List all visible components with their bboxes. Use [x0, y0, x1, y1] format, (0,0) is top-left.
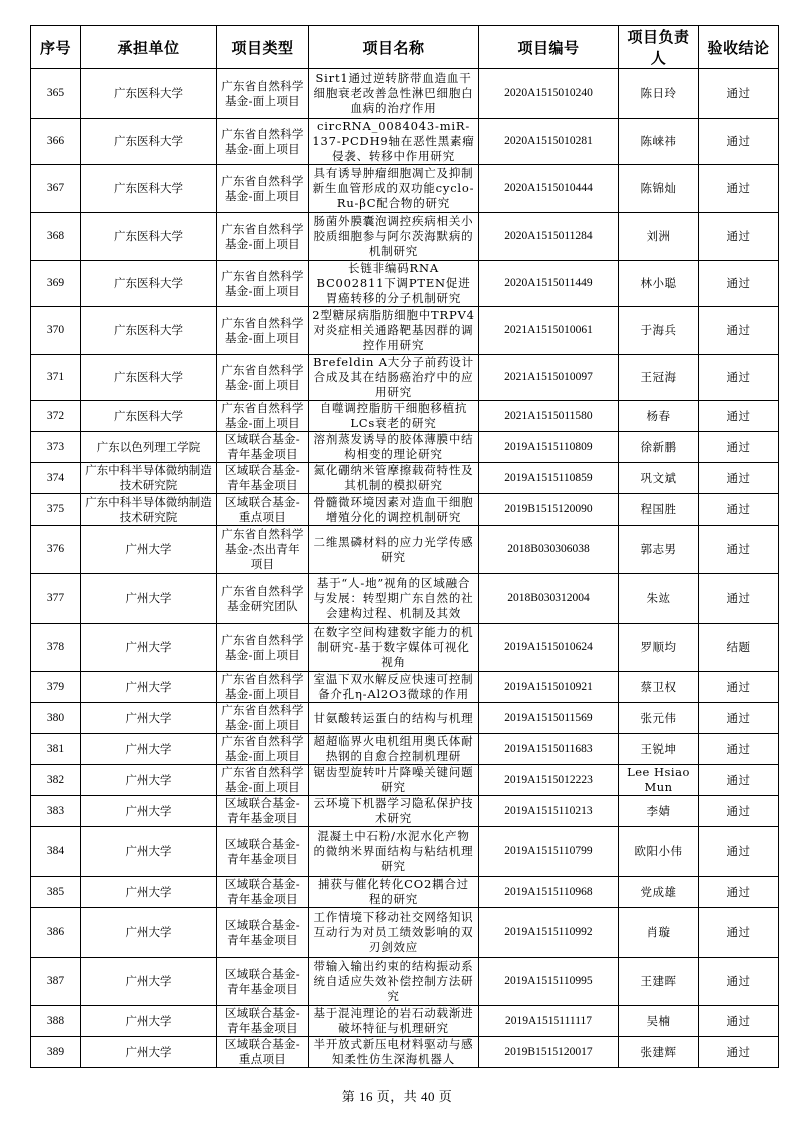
cell-type: 区域联合基金-重点项目 [217, 494, 309, 526]
header-type: 项目类型 [217, 26, 309, 69]
cell-unit: 广东医科大学 [81, 307, 217, 355]
cell-lead: 王冠海 [619, 355, 699, 401]
table-row [31, 734, 779, 765]
cell-unit: 广东中科半导体微纳制造技术研究院 [81, 494, 217, 526]
cell-code: 2019A1515110995 [479, 958, 619, 1006]
cell-result: 通过 [699, 401, 779, 432]
cell-lead: 巩文斌 [619, 463, 699, 494]
cell-name: 锯齿型旋转叶片降噪关键问题研究 [309, 765, 479, 796]
cell-code: 2021A1515010061 [479, 307, 619, 355]
cell-seq: 388 [31, 1006, 81, 1037]
cell-type: 区域联合基金-青年基金项目 [217, 908, 309, 958]
cell-result: 通过 [699, 734, 779, 765]
cell-lead: 党成雄 [619, 877, 699, 908]
table-row [31, 307, 779, 355]
cell-type: 广东省自然科学基金-面上项目 [217, 355, 309, 401]
page-footer: 第 16 页，共 40 页 [341, 1089, 453, 1104]
cell-seq: 381 [31, 734, 81, 765]
cell-type: 区域联合基金-青年基金项目 [217, 958, 309, 1006]
cell-type: 区域联合基金-青年基金项目 [217, 796, 309, 827]
cell-seq: 382 [31, 765, 81, 796]
table-row [31, 796, 779, 827]
cell-code: 2019A1515110968 [479, 877, 619, 908]
table-row [31, 119, 779, 165]
table-row [31, 165, 779, 213]
cell-seq: 365 [31, 69, 81, 119]
cell-code: 2020A1515010281 [479, 119, 619, 165]
cell-code: 2019A1515011683 [479, 734, 619, 765]
cell-result: 通过 [699, 765, 779, 796]
cell-seq: 386 [31, 908, 81, 958]
cell-type: 区域联合基金-青年基金项目 [217, 1006, 309, 1037]
cell-lead: 陈崃祎 [619, 119, 699, 165]
cell-unit: 广州大学 [81, 827, 217, 877]
cell-type: 区域联合基金-青年基金项目 [217, 463, 309, 494]
cell-code: 2021A1515010097 [479, 355, 619, 401]
cell-result: 通过 [699, 796, 779, 827]
cell-result: 通过 [699, 355, 779, 401]
cell-lead: 肖璇 [619, 908, 699, 958]
cell-seq: 384 [31, 827, 81, 877]
cell-type: 广东省自然科学基金-面上项目 [217, 703, 309, 734]
cell-unit: 广东医科大学 [81, 355, 217, 401]
cell-seq: 379 [31, 672, 81, 703]
project-table [30, 25, 779, 1068]
cell-lead: 杨春 [619, 401, 699, 432]
cell-name: 室温下双水解反应快速可控制备介孔η-Al2O3微球的作用 [309, 672, 479, 703]
cell-code: 2019A1515110809 [479, 432, 619, 463]
cell-unit: 广东医科大学 [81, 69, 217, 119]
cell-result: 通过 [699, 432, 779, 463]
cell-seq: 369 [31, 261, 81, 307]
cell-unit: 广东医科大学 [81, 213, 217, 261]
cell-code: 2019B1515120090 [479, 494, 619, 526]
table-row [31, 574, 779, 624]
cell-lead: 程国胜 [619, 494, 699, 526]
cell-name: 骨髓微环境因素对造血干细胞增殖分化的调控机制研究 [309, 494, 479, 526]
cell-seq: 389 [31, 1037, 81, 1068]
cell-type: 区域联合基金-青年基金项目 [217, 877, 309, 908]
cell-code: 2019A1515010921 [479, 672, 619, 703]
cell-code: 2019A1515011569 [479, 703, 619, 734]
table-row [31, 494, 779, 526]
cell-name: Brefeldin A大分子前药设计合成及其在结肠癌治疗中的应用研究 [309, 355, 479, 401]
cell-lead: 张元伟 [619, 703, 699, 734]
cell-seq: 374 [31, 463, 81, 494]
cell-seq: 378 [31, 624, 81, 672]
table-row [31, 1037, 779, 1068]
cell-result: 通过 [699, 307, 779, 355]
cell-result: 通过 [699, 526, 779, 574]
cell-lead: 林小聪 [619, 261, 699, 307]
cell-unit: 广州大学 [81, 765, 217, 796]
cell-unit: 广东医科大学 [81, 119, 217, 165]
cell-name: 云环境下机器学习隐私保护技术研究 [309, 796, 479, 827]
header-code: 项目编号 [479, 26, 619, 69]
cell-name: 自噬调控脂肪干细胞移植抗LCs衰老的研究 [309, 401, 479, 432]
cell-unit: 广州大学 [81, 574, 217, 624]
cell-type: 广东省自然科学基金-面上项目 [217, 261, 309, 307]
cell-lead: 李婧 [619, 796, 699, 827]
table-row [31, 877, 779, 908]
cell-lead: 于海兵 [619, 307, 699, 355]
cell-seq: 370 [31, 307, 81, 355]
cell-result: 通过 [699, 119, 779, 165]
cell-seq: 372 [31, 401, 81, 432]
cell-name: 半开放式新压电材料驱动与感知柔性仿生深海机器人 [309, 1037, 479, 1068]
cell-lead: 徐新鹏 [619, 432, 699, 463]
cell-result: 通过 [699, 213, 779, 261]
cell-name: Sirt1通过逆转脐带血造血干细胞衰老改善急性淋巴细胞白血病的治疗作用 [309, 69, 479, 119]
cell-type: 广东省自然科学基金-面上项目 [217, 213, 309, 261]
cell-lead: 王锐坤 [619, 734, 699, 765]
cell-seq: 377 [31, 574, 81, 624]
cell-result: 通过 [699, 827, 779, 877]
cell-unit: 广州大学 [81, 1037, 217, 1068]
cell-seq: 376 [31, 526, 81, 574]
cell-result: 通过 [699, 672, 779, 703]
cell-code: 2018B030306038 [479, 526, 619, 574]
header-seq: 序号 [31, 26, 81, 69]
header-name: 项目名称 [309, 26, 479, 69]
table-row [31, 261, 779, 307]
cell-lead: 陈日玲 [619, 69, 699, 119]
cell-type: 广东省自然科学基金-面上项目 [217, 401, 309, 432]
cell-result: 通过 [699, 463, 779, 494]
cell-name: 2型糖尿病脂肪细胞中TRPV4对炎症相关通路靶基因群的调控作用研究 [309, 307, 479, 355]
table-row [31, 463, 779, 494]
cell-name: 具有诱导肿瘤细胞凋亡及抑制新生血管形成的双功能cyclo-Ru-βC配合物的研究 [309, 165, 479, 213]
table-body [31, 69, 779, 1068]
cell-type: 广东省自然科学基金-面上项目 [217, 624, 309, 672]
table-row [31, 355, 779, 401]
cell-seq: 368 [31, 213, 81, 261]
cell-result: 通过 [699, 877, 779, 908]
table-row [31, 432, 779, 463]
header-result: 验收结论 [699, 26, 779, 69]
cell-result: 通过 [699, 1006, 779, 1037]
cell-lead: 蔡卫权 [619, 672, 699, 703]
cell-name: 氮化硼纳米管摩擦载荷特性及其机制的模拟研究 [309, 463, 479, 494]
cell-lead: 罗顺均 [619, 624, 699, 672]
table-row [31, 827, 779, 877]
cell-name: 肠菌外膜囊泡调控疾病相关小胶质细胞参与阿尔茨海默病的机制研究 [309, 213, 479, 261]
cell-unit: 广州大学 [81, 526, 217, 574]
table-row [31, 624, 779, 672]
header-lead: 项目负责人 [619, 26, 699, 69]
cell-name: 溶剂蒸发诱导的胶体薄膜中结构相变的理论研究 [309, 432, 479, 463]
cell-type: 广东省自然科学基金-杰出青年项目 [217, 526, 309, 574]
cell-result: 通过 [699, 958, 779, 1006]
cell-seq: 375 [31, 494, 81, 526]
cell-type: 区域联合基金-重点项目 [217, 1037, 309, 1068]
cell-type: 广东省自然科学基金-面上项目 [217, 734, 309, 765]
cell-name: circRNA_0084043-miR-137-PCDH9轴在恶性黑素瘤侵袭、转移中作用研究 [309, 119, 479, 165]
cell-result: 通过 [699, 165, 779, 213]
cell-code: 2020A1515011284 [479, 213, 619, 261]
header-unit: 承担单位 [81, 26, 217, 69]
cell-seq: 385 [31, 877, 81, 908]
table-row [31, 69, 779, 119]
cell-lead: 吴楠 [619, 1006, 699, 1037]
cell-name: 工作情境下移动社交网络知识互动行为对员工绩效影响的双刃剑效应 [309, 908, 479, 958]
cell-name: 在数字空间构建数字能力的机制研究-基于数字媒体可视化视角 [309, 624, 479, 672]
cell-seq: 366 [31, 119, 81, 165]
cell-unit: 广州大学 [81, 703, 217, 734]
cell-unit: 广东医科大学 [81, 165, 217, 213]
cell-result: 通过 [699, 494, 779, 526]
cell-unit: 广州大学 [81, 1006, 217, 1037]
table-row [31, 958, 779, 1006]
table-row [31, 703, 779, 734]
cell-code: 2019A1515110859 [479, 463, 619, 494]
cell-lead: 王建晖 [619, 958, 699, 1006]
cell-name: 超超临界火电机组用奥氏体耐热钢的自愈合控制机理研 [309, 734, 479, 765]
table-row [31, 908, 779, 958]
cell-result: 通过 [699, 69, 779, 119]
table-row [31, 213, 779, 261]
cell-result: 通过 [699, 574, 779, 624]
cell-code: 2018B030312004 [479, 574, 619, 624]
cell-code: 2019B1515120017 [479, 1037, 619, 1068]
cell-code: 2019A1515010624 [479, 624, 619, 672]
cell-seq: 367 [31, 165, 81, 213]
cell-type: 广东省自然科学基金-面上项目 [217, 307, 309, 355]
cell-code: 2020A1515010444 [479, 165, 619, 213]
cell-lead: Lee Hsiao Mun [619, 765, 699, 796]
cell-lead: 朱竑 [619, 574, 699, 624]
cell-seq: 373 [31, 432, 81, 463]
cell-seq: 371 [31, 355, 81, 401]
cell-name: 带输入输出约束的结构振动系统自适应失效补偿控制方法研究 [309, 958, 479, 1006]
cell-code: 2021A1515011580 [479, 401, 619, 432]
cell-unit: 广东医科大学 [81, 401, 217, 432]
cell-type: 广东省自然科学基金-面上项目 [217, 165, 309, 213]
cell-type: 广东省自然科学基金-面上项目 [217, 69, 309, 119]
cell-unit: 广州大学 [81, 624, 217, 672]
cell-unit: 广州大学 [81, 877, 217, 908]
cell-unit: 广州大学 [81, 672, 217, 703]
cell-name: 基于“人-地”视角的区域融合与发展：转型期广东自然的社会建构过程、机制及其效 [309, 574, 479, 624]
cell-code: 2019A1515110799 [479, 827, 619, 877]
cell-lead: 欧阳小伟 [619, 827, 699, 877]
cell-code: 2019A1515012223 [479, 765, 619, 796]
cell-type: 广东省自然科学基金-面上项目 [217, 765, 309, 796]
cell-result: 结题 [699, 624, 779, 672]
cell-code: 2019A1515110213 [479, 796, 619, 827]
cell-lead: 张建辉 [619, 1037, 699, 1068]
cell-result: 通过 [699, 703, 779, 734]
table-row [31, 526, 779, 574]
cell-code: 2020A1515010240 [479, 69, 619, 119]
table-row [31, 765, 779, 796]
cell-name: 长链非编码RNA BC002811下调PTEN促进胃癌转移的分子机制研究 [309, 261, 479, 307]
cell-unit: 广东中科半导体微纳制造技术研究院 [81, 463, 217, 494]
cell-type: 广东省自然科学基金-面上项目 [217, 119, 309, 165]
cell-type: 区域联合基金-青年基金项目 [217, 432, 309, 463]
cell-seq: 380 [31, 703, 81, 734]
cell-type: 区域联合基金-青年基金项目 [217, 827, 309, 877]
cell-unit: 广州大学 [81, 958, 217, 1006]
cell-code: 2019A1515110992 [479, 908, 619, 958]
cell-result: 通过 [699, 261, 779, 307]
cell-name: 混凝土中石粉/水泥水化产物的微纳米界面结构与粘结机理研究 [309, 827, 479, 877]
cell-seq: 387 [31, 958, 81, 1006]
cell-lead: 陈锦灿 [619, 165, 699, 213]
cell-lead: 郭志男 [619, 526, 699, 574]
table-row [31, 672, 779, 703]
cell-type: 广东省自然科学基金研究团队 [217, 574, 309, 624]
cell-result: 通过 [699, 908, 779, 958]
cell-unit: 广州大学 [81, 908, 217, 958]
cell-name: 二维黑磷材料的应力光学传感研究 [309, 526, 479, 574]
cell-code: 2020A1515011449 [479, 261, 619, 307]
cell-type: 广东省自然科学基金-面上项目 [217, 672, 309, 703]
table-row [31, 1006, 779, 1037]
table-row [31, 401, 779, 432]
cell-code: 2019A1515111117 [479, 1006, 619, 1037]
cell-unit: 广东以色列理工学院 [81, 432, 217, 463]
cell-name: 基于混沌理论的岩石动载渐进破坏特征与机理研究 [309, 1006, 479, 1037]
cell-seq: 383 [31, 796, 81, 827]
cell-result: 通过 [699, 1037, 779, 1068]
cell-unit: 广东医科大学 [81, 261, 217, 307]
table-header-row [31, 26, 779, 69]
cell-lead: 刘洲 [619, 213, 699, 261]
cell-unit: 广州大学 [81, 734, 217, 765]
cell-name: 捕获与催化转化CO2耦合过程的研究 [309, 877, 479, 908]
cell-unit: 广州大学 [81, 796, 217, 827]
cell-name: 甘氨酸转运蛋白的结构与机理 [309, 703, 479, 734]
